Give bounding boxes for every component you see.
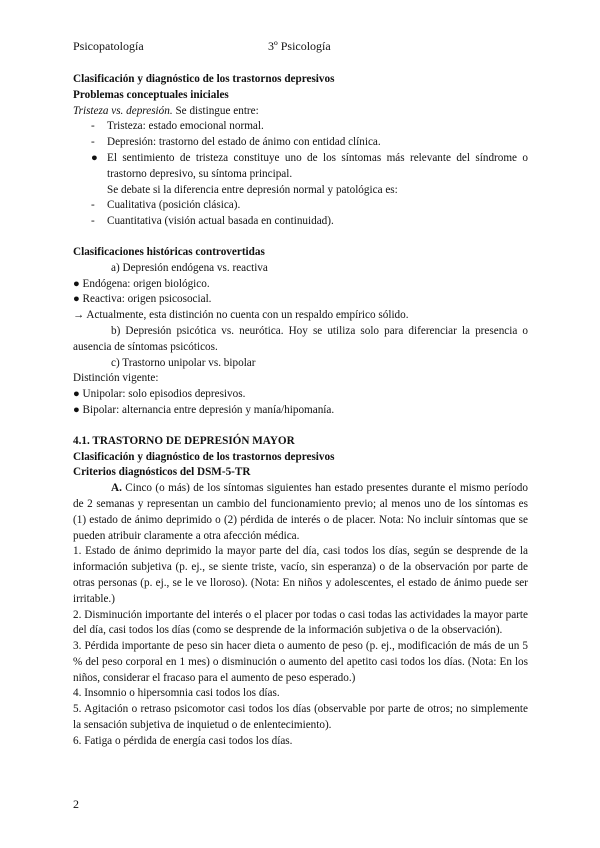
- criterion-text: Cinco (o más) de los síntomas siguientes han estado presentes durante el mismo período de 2 semanas y representan un cambio del funcionamiento previo; al menos uno de los síntomas es (1) estado de ánimo deprimido o (2) pérdida de interés o de placer. Nota: No incluir síntomas que se pueden atribuir claramente a otra afección médica.: [73, 482, 528, 542]
- header-subject: Psicopatología: [73, 39, 144, 53]
- debate-line: Se debate si la diferencia entre depresión normal y patológica es:: [107, 183, 398, 196]
- list-item: [73, 119, 528, 135]
- section-subheading: Criterios diagnósticos del DSM-5-TR: [73, 466, 251, 479]
- list-item-text: El sentimiento de tristeza constituye uno de los síntomas más relevante del síndrome o trastorno depresivo, su síntoma principal.: [107, 151, 528, 180]
- classification-line: Distinción vigente:: [73, 372, 159, 385]
- section-heading: Clasificación y diagnóstico de los trastornos depresivos: [73, 73, 335, 85]
- list-item: [73, 214, 528, 230]
- classification-line: → Actualmente, esta distinción no cuenta con un respaldo empírico sólido.: [73, 309, 409, 322]
- symptom-item: 2. Disminución importante del interés o el placer por todas o casi todas las actividades la mayor parte del día, casi todos los días (como se desprende de la información subjetiva o de la observación).: [73, 608, 528, 637]
- dash-marker: -: [91, 199, 95, 212]
- dash-marker: -: [91, 215, 95, 228]
- intro-line: [73, 104, 528, 120]
- classification-line: ● Endógena: origen biológico.: [73, 277, 210, 290]
- symptom-item: 6. Fatiga o pérdida de energía casi todos los días.: [73, 734, 293, 747]
- classification-line: ● Bipolar: alternancia entre depresión y manía/hipomanía.: [73, 403, 335, 416]
- classification-line: ● Unipolar: solo episodios depresivos.: [73, 388, 246, 401]
- symptom-item: 5. Agitación o retraso psicomotor casi todos los días (observable por parte de otros; no simplemente la sensación subjetiva de inquietud o de enlentecimiento).: [73, 703, 528, 732]
- criterion-a-paragraph: [73, 481, 528, 544]
- classification-a-title: a) Depresión endógena vs. reactiva: [111, 261, 268, 274]
- list-item: [73, 135, 528, 151]
- section-subheading: Clasificación y diagnóstico de los trastornos depresivos: [73, 450, 335, 463]
- classification-line: ● Reactiva: origen psicosocial.: [73, 293, 212, 306]
- chapter-heading: 4.1. TRASTORNO DE DEPRESIÓN MAYOR: [73, 434, 295, 447]
- page-number: 2: [73, 797, 79, 811]
- list-item-text: Cualitativa (posición clásica).: [107, 199, 241, 212]
- list-item-text: Tristeza: estado emocional normal.: [107, 120, 264, 133]
- intro-rest: Se distingue entre:: [172, 104, 259, 117]
- list-item-text: Depresión: trastorno del estado de ánimo con entidad clínica.: [107, 136, 381, 149]
- section-heading: Clasificaciones históricas controvertidas: [73, 245, 265, 258]
- symptom-item: 3. Pérdida importante de peso sin hacer dieta o aumento de peso (p. ej., modificación de más de un 5 % del peso corporal en 1 mes) o disminución o aumento del apetito casi todos los días. (Nota: En los niños, considerar el fracaso para el aumento de peso esperado.): [73, 640, 528, 684]
- intro-italic: Tristeza vs. depresión.: [73, 104, 173, 117]
- section-subheading: Problemas conceptuales iniciales: [73, 88, 229, 101]
- classification-b-paragraph: b) Depresión psicótica vs. neurótica. Hoy se utiliza solo para diferenciar la presencia o ausencia de síntomas psicóticos.: [73, 324, 528, 353]
- symptom-item: 1. Estado de ánimo deprimido la mayor parte del día, casi todos los días, según se desprende de la información subjetiva (p. ej., se siente triste, vacío, sin esperanza) o de la observación por parte de otras personas (p. ej., se le ve lloroso). (Nota: En niños y adolescentes, el estado de ánimo puede ser irritable.): [73, 545, 528, 605]
- list-item: [73, 198, 528, 214]
- bullet-marker: ●: [91, 151, 98, 164]
- header-course: 3º Psicología: [268, 39, 331, 53]
- list-item: [73, 151, 528, 183]
- dash-marker: -: [91, 136, 95, 149]
- symptom-item: 4. Insomnio o hipersomnia casi todos los días.: [73, 687, 280, 700]
- dash-marker: -: [91, 120, 95, 133]
- page-content: [73, 72, 528, 750]
- classification-c-title: c) Trastorno unipolar vs. bipolar: [111, 356, 256, 369]
- criterion-label: A.: [111, 482, 122, 495]
- list-item-text: Cuantitativa (visión actual basada en continuidad).: [107, 215, 334, 228]
